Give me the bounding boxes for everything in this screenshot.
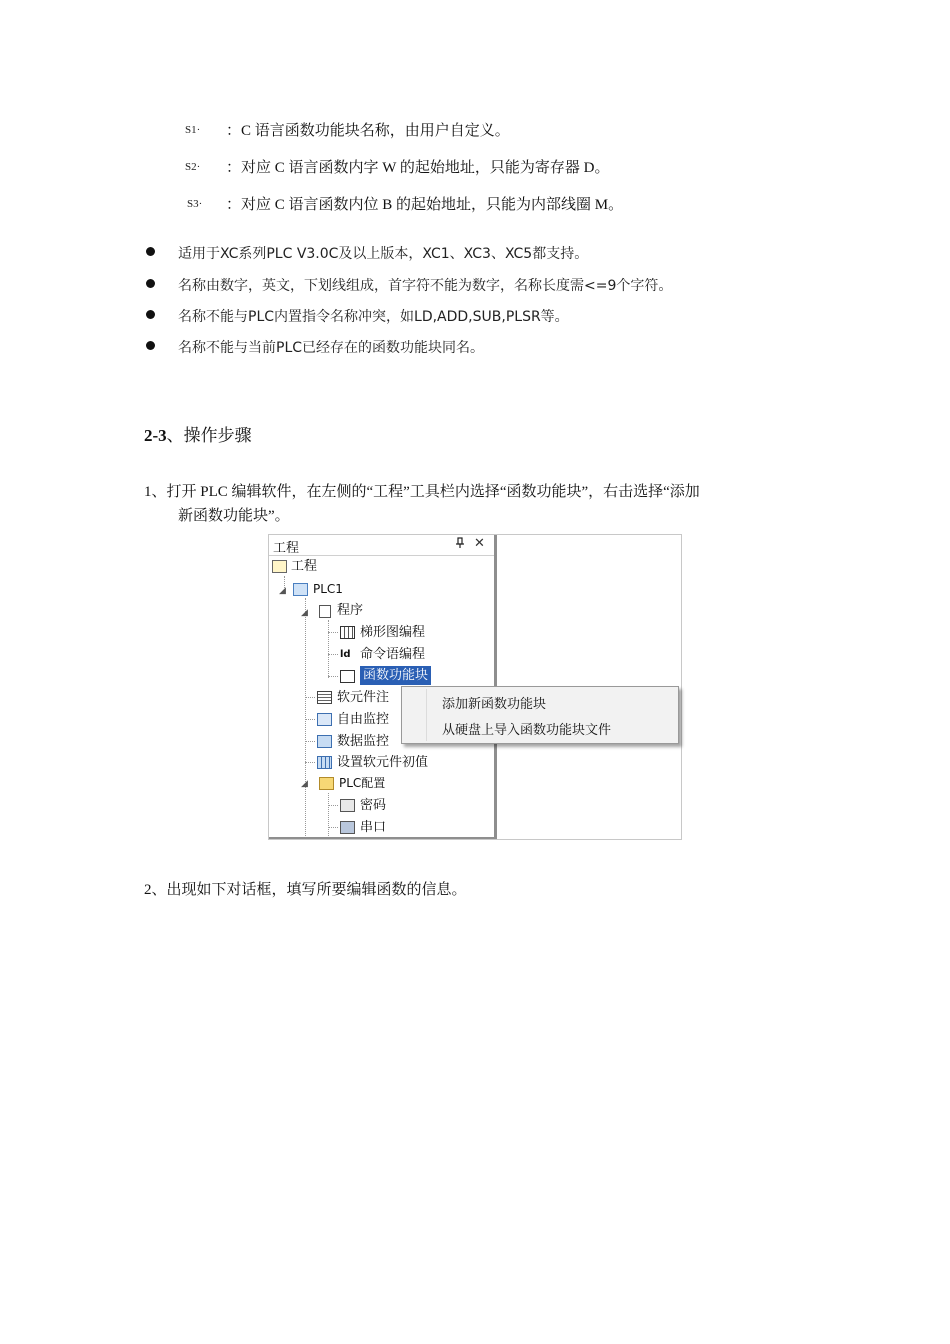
tree-item-plc1[interactable]: PLC1 xyxy=(313,582,343,596)
tree-item-function-block[interactable]: 函数功能块 xyxy=(360,666,431,685)
bullet-item: 名称不能与PLC内置指令名称冲突，如LD,ADD,SUB,PLSR等。 xyxy=(178,309,569,325)
tree-item-init-value[interactable]: 设置软元件初值 xyxy=(337,755,429,770)
panel-header xyxy=(269,535,494,556)
tree-item-program[interactable]: 程序 xyxy=(337,603,364,618)
monitor-icon xyxy=(317,713,332,726)
tree-line xyxy=(305,598,306,838)
param-code-s1: S1· xyxy=(185,124,201,136)
serial-port-icon xyxy=(340,821,355,834)
tree-item-ladder[interactable]: 梯形图编程 xyxy=(360,625,426,640)
project-root-icon xyxy=(272,560,287,573)
tree-line xyxy=(305,762,315,763)
bullet-dot-icon xyxy=(146,247,155,256)
bullet-dot-icon xyxy=(146,310,155,319)
tree-item-root[interactable]: 工程 xyxy=(291,559,318,574)
instruction-list-icon: ld xyxy=(340,649,351,660)
data-monitor-icon xyxy=(317,735,332,748)
tree-line xyxy=(328,654,338,655)
expand-arrow-icon[interactable]: ◢ xyxy=(301,779,308,789)
step-1-line-1: 1、打开 PLC 编辑软件，在左侧的“工程”工具栏内选择“函数功能块”，右击选择“添加 xyxy=(144,484,700,500)
menu-item-import-function-block[interactable]: 从硬盘上导入函数功能块文件 xyxy=(442,723,612,738)
ladder-icon xyxy=(340,626,355,639)
tree-line xyxy=(328,676,338,677)
close-icon[interactable]: ✕ xyxy=(474,536,485,551)
param-desc-s3: ：对应 C 语言函数内位 B 的起始地址，只能为内部线圈 M。 xyxy=(226,197,624,213)
password-icon xyxy=(340,799,355,812)
param-code-s3: S3· xyxy=(187,198,203,210)
expand-arrow-icon[interactable]: ◢ xyxy=(301,608,308,618)
tree-item-data-monitor[interactable]: 数据监控 xyxy=(337,734,390,749)
param-code-s2: S2· xyxy=(185,161,201,173)
table-icon xyxy=(317,756,332,769)
folder-icon xyxy=(319,777,334,790)
step-2-text: 2、出现如下对话框，填写所要编辑函数的信息。 xyxy=(144,882,467,898)
tree-line xyxy=(305,697,315,698)
tree-item-instruction[interactable]: 命令语编程 xyxy=(360,647,426,662)
bullet-item: 名称不能与当前PLC已经存在的函数功能块同名。 xyxy=(178,340,485,356)
expand-arrow-icon[interactable]: ◢ xyxy=(279,586,286,596)
tree-item-plc-config[interactable]: PLC配置 xyxy=(339,776,386,790)
section-title xyxy=(144,421,252,446)
tree-line xyxy=(328,793,329,838)
tree-line xyxy=(328,620,329,678)
tree-line xyxy=(305,741,315,742)
list-icon xyxy=(317,691,332,704)
bullet-item: 适用于XC系列PLC V3.0C及以上版本，XC1、XC3、XC5都支持。 xyxy=(178,246,589,262)
tree-line xyxy=(328,827,338,828)
tree-line xyxy=(305,719,315,720)
software-screenshot xyxy=(268,534,682,840)
bullet-dot-icon xyxy=(146,341,155,350)
tree-line xyxy=(328,805,338,806)
document-icon xyxy=(319,605,331,618)
plc-icon xyxy=(293,583,308,596)
bullet-item: 名称由数字，英文，下划线组成，首字符不能为数字，名称长度需<=9个字符。 xyxy=(178,278,673,294)
section-label: 、操作步骤 xyxy=(166,426,252,445)
pin-icon[interactable] xyxy=(455,537,465,552)
panel-title: 工程 xyxy=(273,541,300,556)
tree-line xyxy=(328,632,338,633)
tree-item-serial[interactable]: 串口 xyxy=(360,820,387,835)
section-number: 2-3 xyxy=(144,426,167,445)
tree-item-soft-comment[interactable]: 软元件注 xyxy=(337,690,390,705)
param-desc-s2: ：对应 C 语言函数内字 W 的起始地址，只能为寄存器 D。 xyxy=(226,160,610,176)
menu-item-add-function-block[interactable]: 添加新函数功能块 xyxy=(442,697,547,712)
function-block-icon xyxy=(340,670,355,683)
tree-item-password[interactable]: 密码 xyxy=(360,798,387,813)
menu-gutter xyxy=(426,689,427,741)
step-1-line-2: 新函数功能块”。 xyxy=(178,508,290,524)
tree-item-free-monitor[interactable]: 自由监控 xyxy=(337,712,390,727)
context-menu xyxy=(401,686,679,744)
param-desc-s1: ：C 语言函数功能块名称，由用户自定义。 xyxy=(226,123,510,139)
bullet-dot-icon xyxy=(146,279,155,288)
